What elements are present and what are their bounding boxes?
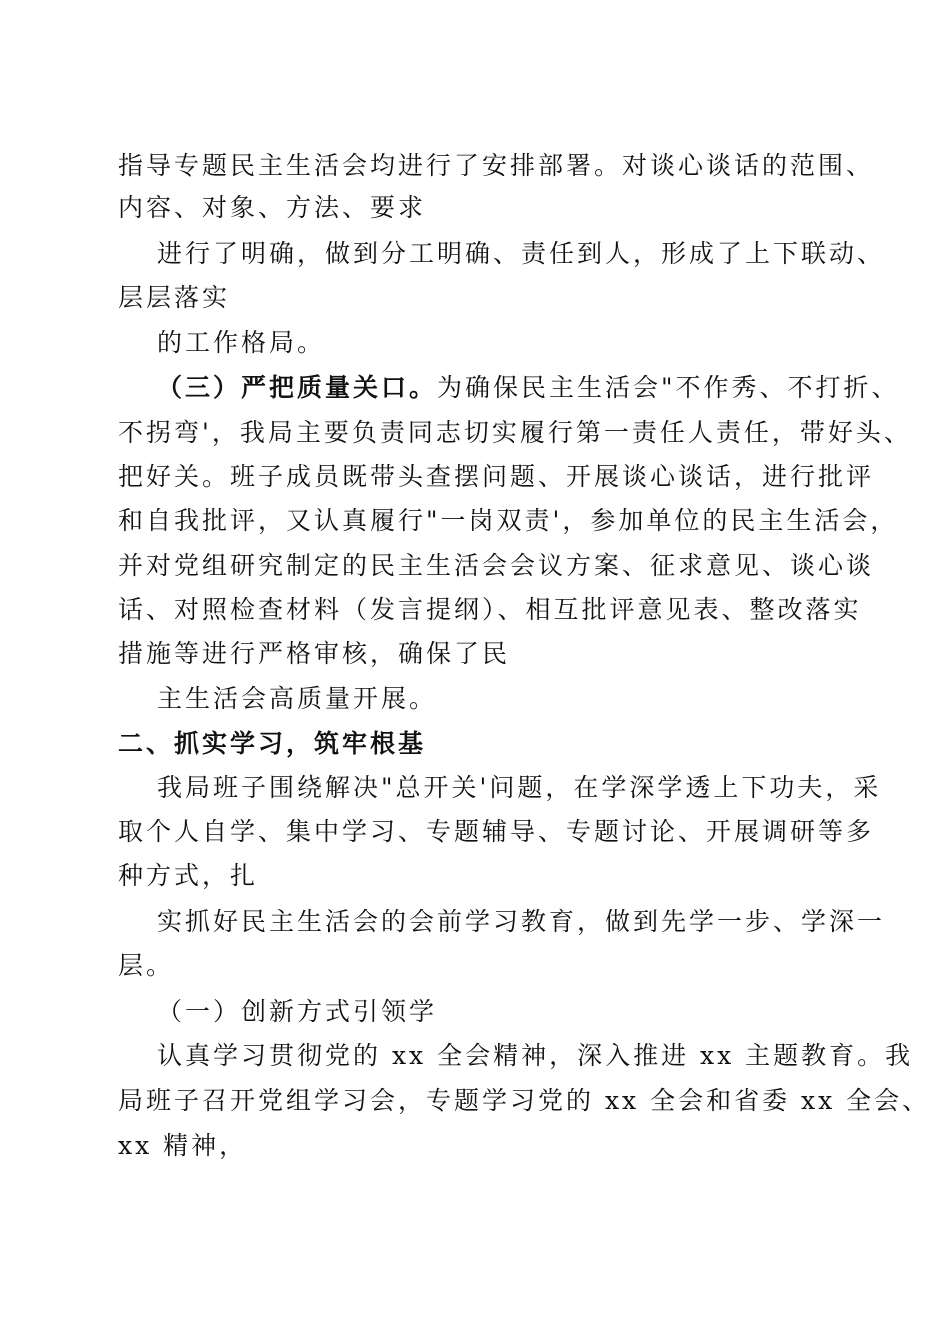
section-heading-continuation: 为确保民主生活会"不作秀、不打折、 — [437, 373, 900, 402]
paragraph-line: 话、对照检查材料（发言提纲）、相互批评意见表、整改落实 — [118, 595, 862, 624]
paragraph-line: 和自我批评，又认真履行"一岗双责'，参加单位的民主生活会， — [118, 506, 899, 535]
paragraph-line: 并对党组研究制定的民主生活会会议方案、征求意见、谈心谈 — [118, 551, 875, 580]
paragraph-line: 不拐弯'，我局主要负责同志切实履行第一责任人责任，带好头、 — [118, 418, 912, 447]
section-heading-line — [157, 372, 900, 404]
paragraph-line: xx 精神， — [118, 1131, 248, 1160]
paragraph-line: 层。 — [118, 951, 175, 980]
subsection-heading: （一）创新方式引领学 — [157, 997, 438, 1026]
section-heading: 二、抓实学习，筑牢根基 — [118, 729, 427, 758]
paragraph-line: 措施等进行严格审核，确保了民 — [118, 639, 511, 668]
paragraph-line: 把好关。班子成员既带头查摆问题、开展谈心谈话，进行批评 — [118, 462, 875, 491]
paragraph-line: 主生活会高质量开展。 — [157, 684, 438, 713]
section-heading-inline: （三）严把质量关口。 — [157, 373, 438, 402]
paragraph-line: 实抓好民主生活会的会前学习教育，做到先学一步、学深一 — [157, 907, 886, 936]
paragraph-line: 我局班子围绕解决"总开关'问题，在学深学透上下功夫，采 — [157, 773, 882, 802]
paragraph-line: 的工作格局。 — [157, 328, 326, 357]
paragraph-line: 进行了明确，做到分工明确、责任到人，形成了上下联动、 — [157, 239, 886, 268]
paragraph-line: 层层落实 — [118, 283, 231, 312]
paragraph-line: 种方式，扎 — [118, 861, 259, 890]
paragraph-line: 内容、对象、方法、要求 — [118, 193, 427, 222]
paragraph-line: 认真学习贯彻党的 xx 全会精神，深入推进 xx 主题教育。我 — [157, 1041, 914, 1070]
paragraph-line: 局班子召开党组学习会，专题学习党的 xx 全会和省委 xx 全会、 — [118, 1086, 931, 1115]
paragraph-line: 指导专题民主生活会均进行了安排部署。对谈心谈话的范围、 — [118, 151, 875, 180]
paragraph-line: 取个人自学、集中学习、专题辅导、专题讨论、开展调研等多 — [118, 817, 875, 846]
